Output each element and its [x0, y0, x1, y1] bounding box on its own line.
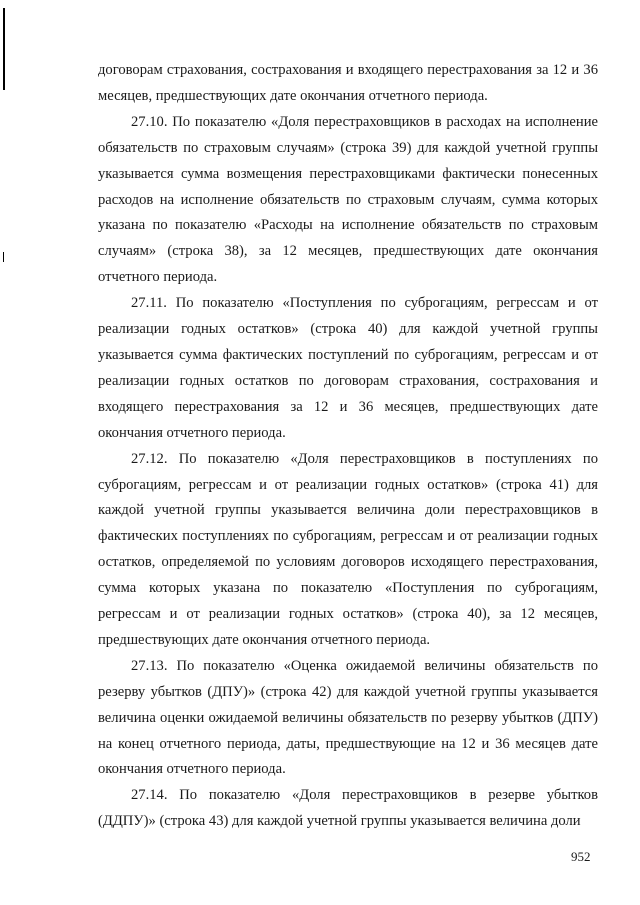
margin-mark-top — [3, 8, 5, 90]
document-body — [98, 58, 598, 835]
paragraph-27-14: 27.14. По показателю «Доля перестраховщиков в резерве убытков (ДДПУ)» (строка 43) для каждой учетной группы указывается величина доли — [98, 787, 598, 830]
paragraph-27-10: 27.10. По показателю «Доля перестраховщиков в расходах на исполнение обязательств по страховым случаям» (строка 39) для каждой учетной группы указывается сумма возмещения перестраховщиками фактически понесенных расходов на исполнение обязательств по страховым случаям, сумма которых указана по показателю «Расходы на исполнение обязательств по страховым случаям» (строка 38), за 12 месяцев, предшествующих дате окончания отчетного периода. — [98, 113, 598, 286]
margin-mark-small — [3, 252, 4, 262]
paragraph-27-12: 27.12. По показателю «Доля перестраховщиков в поступлениях по суброгациям, регрессам и от реализации годных остатков» (строка 41) для каждой учетной группы указывается величина доли перестраховщиков в фактических поступлениях по суброгациям, регрессам и от реализации годных остатков, определяемой по условиям договоров исходящего перестрахования, сумма которых указана по показателю «Поступления по суброгациям, регрессам и от реализации годных остатков» (строка 40), за 12 месяцев, предшествующих дате окончания отчетного периода. — [98, 450, 598, 648]
paragraph-27-11: 27.11. По показателю «Поступления по суброгациям, регрессам и от реализации годных остатков» (строка 40) для каждой учетной группы указывается сумма фактических поступлений по суброгациям, регрессам и от реализации годных остатков по договорам страхования, сострахования и входящего перестрахования за 12 и 36 месяцев, предшествующих дате окончания отчетного периода. — [98, 295, 598, 441]
paragraph-27-13: 27.13. По показателю «Оценка ожидаемой величины обязательств по резерву убытков (ДПУ)» (строка 42) для каждой учетной группы указывается величина оценки ожидаемой величины обязательств по резерву убытков (ДПУ) на конец отчетного периода, даты, предшествующие на 12 и 36 месяцев дате окончания отчетного периода. — [98, 657, 598, 778]
page-number: 952 — [571, 849, 591, 864]
paragraph-continuation: договорам страхования, сострахования и входящего перестрахования за 12 и 36 месяцев, предшествующих дате окончания отчетного периода. — [98, 62, 598, 104]
